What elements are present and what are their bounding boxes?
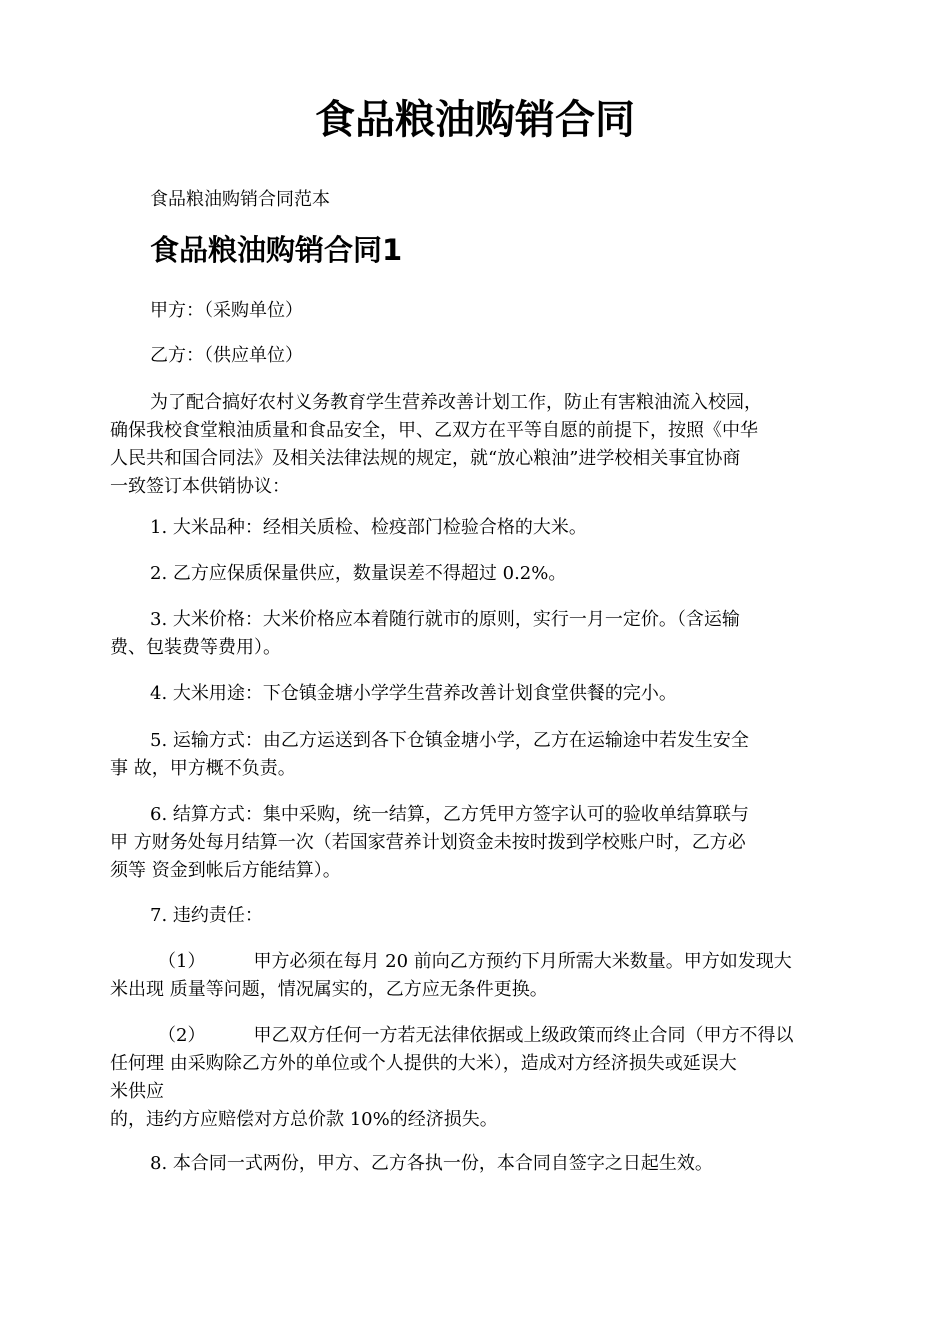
- clause-7-1: （1） 甲方必须在每月 20 前向乙方预约下月所需大米数量。甲方如发现大 米出现 质量等问题，情况属实的，乙方应无条件更换。: [110, 951, 792, 1000]
- party-b-line: 乙方：（供应单位）: [150, 345, 303, 366]
- clause-1: 1. 大米品种：经相关质检、检疫部门检验合格的大米。: [150, 517, 587, 538]
- clause-7-2: （2） 甲乙双方任何一方若无法律依据或上级政策而终止合同（甲方不得以 任何理 由采购除乙方外的单位或个人提供的大米），造成对方经济损失或延误大 米供应 的，违约方应赔偿对方总价款 10%的经济损失。: [110, 1025, 794, 1130]
- intro-paragraph: 为了配合搞好农村义务教育学生营养改善计划工作，防止有害粮油流入校园， 确保我校食堂粮油质量和食品安全，甲、乙双方在平等自愿的前提下，按照《中华 人民共和国合同法》及相关法律法规的规定，就“放心粮油”进学校相关事宜协商 一致签订本供销协议：: [110, 392, 762, 497]
- document-subtitle: 食品粮油购销合同范本: [150, 189, 330, 210]
- clause-7-1-number: （1）: [158, 951, 206, 972]
- clause-4: 4. 大米用途：下仓镇金塘小学学生营养改善计划食堂供餐的完小。: [150, 683, 677, 704]
- clause-6: 6. 结算方式：集中采购，统一结算，乙方凭甲方签字认可的验收单结算联与 甲 方财务处每月结算一次（若国家营养计划资金未按时拨到学校账户时，乙方必 须等 资金到帐后方能结算）。: [110, 804, 749, 881]
- clause-7: 7. 违约责任：: [150, 905, 263, 926]
- clause-5: 5. 运输方式：由乙方运送到各下仓镇金塘小学，乙方在运输途中若发生安全 事 故，甲方概不负责。: [110, 730, 749, 779]
- document-title: 食品粮油购销合同: [315, 97, 635, 143]
- section-heading: 食品粮油购销合同1: [150, 233, 403, 267]
- party-a-line: 甲方：（采购单位）: [150, 300, 303, 321]
- clause-7-2-number: （2）: [158, 1025, 206, 1046]
- clause-8: 8. 本合同一式两份，甲方、乙方各执一份，本合同自签字之日起生效。: [150, 1153, 713, 1174]
- clause-2: 2. 乙方应保质保量供应，数量误差不得超过 0.2%。: [150, 563, 567, 584]
- clause-3: 3. 大米价格：大米价格应本着随行就市的原则，实行一月一定价。（含运输 费、包装费等费用）。: [110, 609, 740, 658]
